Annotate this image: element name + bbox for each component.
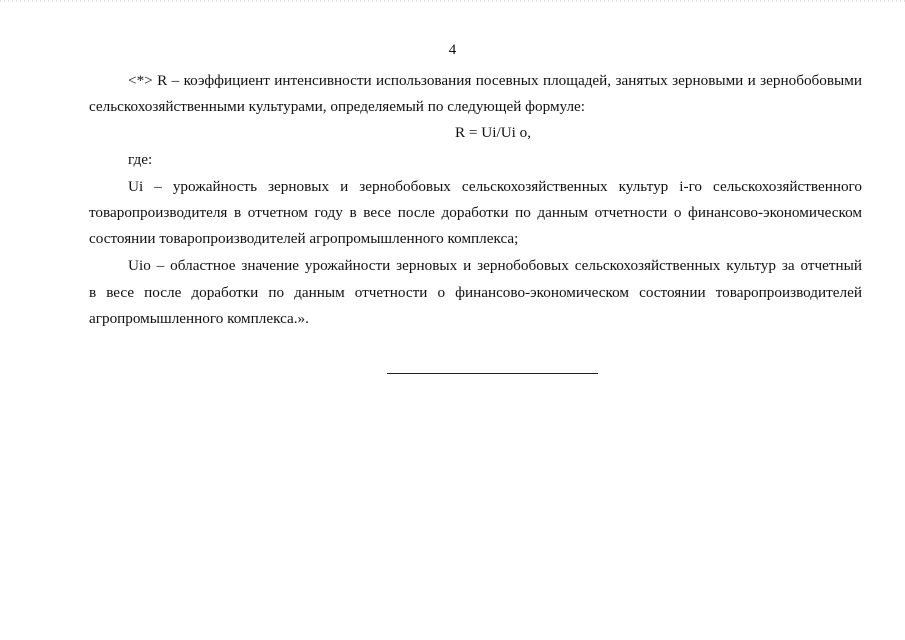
paragraph-ui-line-1: Ui – урожайность зерновых и зернобобовых сельскохозяйственных культур i-го сельскохозяйственного (128, 178, 862, 195)
page-number: 4 (448, 42, 457, 58)
paragraph-uio-line-1: Uio – областное значение урожайности зерновых и зернобобовых сельскохозяйственных культур за отчетный (128, 257, 862, 274)
paragraph-ui-line-3: состоянии товаропроизводителей агропромышленного комплекса; (89, 230, 519, 247)
paragraph-uio-line-2: в весе после доработки по данным отчетности о финансово-экономическом состоянии товаропроизводителей (89, 284, 862, 301)
paragraph-r-line-2: сельскохозяйственными культурами, определяемый по следующей формуле: (89, 98, 586, 115)
formula: R = Ui/Ui о, (455, 124, 532, 141)
where-label: где: (128, 151, 153, 168)
paragraph-ui-line-2: товаропроизводителя в отчетном году в весе после доработки по данным отчетности о финансово-экономическом (89, 204, 862, 221)
scan-edge-artifact (0, 0, 905, 2)
end-of-document-rule (387, 373, 598, 374)
paragraph-uio-line-3: агропромышленного комплекса.». (89, 310, 309, 327)
paragraph-r-line-1: <*> R – коэффициент интенсивности использования посевных площадей, занятых зерновыми и зернобобовыми (128, 72, 862, 89)
